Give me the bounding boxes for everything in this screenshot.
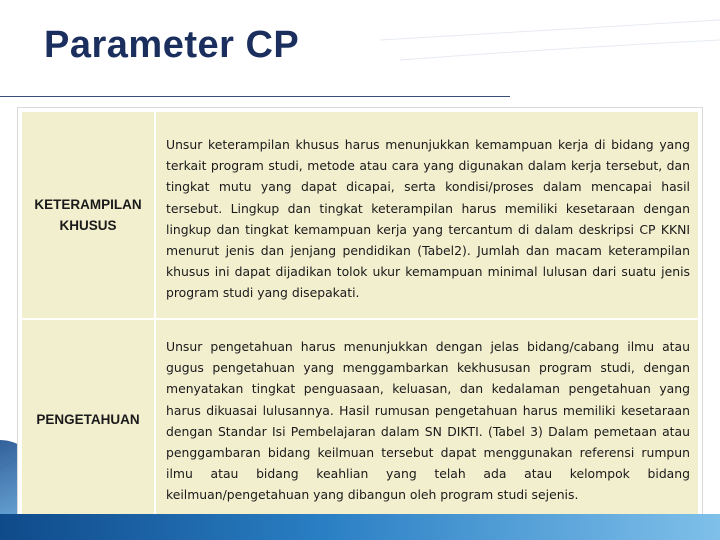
- row-label: KETERAMPILAN KHUSUS: [34, 197, 142, 233]
- row-description: Unsur keterampilan khusus harus menunjukkan kemampuan kerja di bidang yang terkait program studi, metode atau cara yang digunakan dalam kerja tersebut, dan tingkat mutu yang dapat dicapai, serta kondisi/proses dalam mencapai hasil tersebut. Lingkup dan tingkat keterampilan harus memiliki kesetaraan dengan lingkup dan tingkat kemampuan kerja yang tercantum di dalam deskripsi CP KKNI menurut jenis dan jenjang pendidikan (Tabel2). Jumlah dan macam keterampilan khusus ini dapat dijadikan tolok ukur kemampuan minimal lulusan dari suatu jenis program studi yang disepakati.: [166, 137, 690, 301]
- title-underline: [0, 96, 510, 97]
- table-row: [22, 318, 698, 518]
- slide-title: Parameter CP: [44, 24, 300, 66]
- row-label-cell: [22, 320, 156, 518]
- row-description-cell: [166, 112, 690, 318]
- row-label-cell: [22, 112, 156, 318]
- table-row: [22, 112, 698, 318]
- content-table: [22, 112, 698, 516]
- row-description: Unsur pengetahuan harus menunjukkan dengan jelas bidang/cabang ilmu atau gugus pengetahuan yang menggambarkan kekhususan program studi, dengan menyatakan tingkat penguasaan, keluasan, dan kedalaman pengetahuan yang harus dikuasai lulusannya. Hasil rumusan pengetahuan harus memiliki kesetaraan dengan Standar Isi Pembelajaran dalam SN DIKTI. (Tabel 3) Dalam pemetaan atau penggambaran bidang keilmuan tersebut dapat menggunakan referensi rumpun ilmu atau bidang keahlian yang telah ada atau kelompok bidang keilmuan/pengetahuan yang dibangun oleh program studi sejenis.: [166, 339, 690, 503]
- content-table-frame: [18, 108, 702, 520]
- row-description-cell: [166, 320, 690, 518]
- footer-band: [0, 514, 720, 540]
- row-label: PENGETAHUAN: [36, 411, 140, 427]
